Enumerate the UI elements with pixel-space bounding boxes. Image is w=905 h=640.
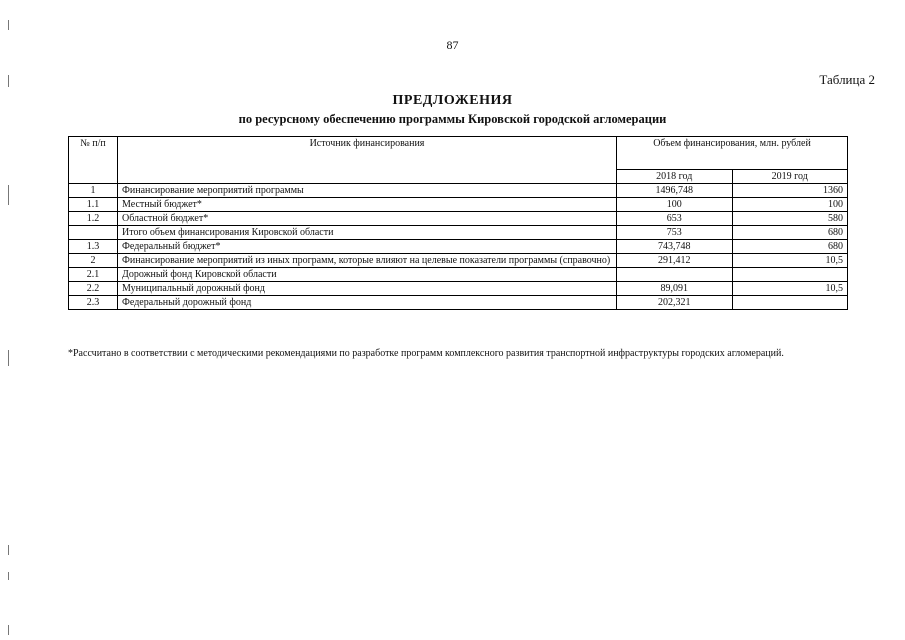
row-value-2018: 653 xyxy=(617,212,733,226)
header-num: № п/п xyxy=(69,137,118,184)
header-year-2019: 2019 год xyxy=(732,170,848,184)
row-source: Итого объем финансирования Кировской области xyxy=(118,226,617,240)
table-row xyxy=(69,296,848,310)
row-num: 2.2 xyxy=(69,282,118,296)
row-num: 1.1 xyxy=(69,198,118,212)
table-row xyxy=(69,198,848,212)
table-row xyxy=(69,282,848,296)
document-title: ПРЕДЛОЖЕНИЯ xyxy=(392,93,513,108)
row-value-2018: 291,412 xyxy=(617,254,733,268)
row-source: Финансирование мероприятий программы xyxy=(118,184,617,198)
row-num: 1.2 xyxy=(69,212,118,226)
row-value-2019 xyxy=(732,296,848,310)
row-num: 2.3 xyxy=(69,296,118,310)
row-value-2018: 202,321 xyxy=(617,296,733,310)
margin-mark xyxy=(8,572,9,580)
row-num: 2.1 xyxy=(69,268,118,282)
header-volume: Объем финансирования, млн. рублей xyxy=(617,137,848,170)
table-row xyxy=(69,240,848,254)
row-value-2019: 1360 xyxy=(732,184,848,198)
row-value-2019: 100 xyxy=(732,198,848,212)
row-num: 1.3 xyxy=(69,240,118,254)
row-source: Финансирование мероприятий из иных программ, которые влияют на целевые показатели программы (справочно) xyxy=(118,254,617,268)
row-value-2019: 10,5 xyxy=(732,282,848,296)
table-row xyxy=(69,184,848,198)
funding-table xyxy=(68,136,848,310)
margin-mark xyxy=(8,545,9,555)
row-value-2019: 680 xyxy=(732,226,848,240)
row-num: 2 xyxy=(69,254,118,268)
row-value-2018: 1496,748 xyxy=(617,184,733,198)
row-value-2019 xyxy=(732,268,848,282)
row-source: Федеральный дорожный фонд xyxy=(118,296,617,310)
table-row xyxy=(69,268,848,282)
margin-mark xyxy=(8,75,9,87)
row-num xyxy=(69,226,118,240)
row-source: Федеральный бюджет* xyxy=(118,240,617,254)
table-label: Таблица 2 xyxy=(819,72,875,87)
margin-mark xyxy=(8,625,9,635)
table-row xyxy=(69,254,848,268)
row-value-2019: 580 xyxy=(732,212,848,226)
table-header-row xyxy=(69,137,848,170)
margin-mark xyxy=(8,350,9,366)
row-value-2019: 680 xyxy=(732,240,848,254)
footnote: *Рассчитано в соответствии с методическими рекомендациями по разработке программ комплексного развития транспортной инфраструктуры городских агломераций. xyxy=(68,348,784,359)
row-value-2018: 743,748 xyxy=(617,240,733,254)
row-value-2018: 100 xyxy=(617,198,733,212)
row-source: Муниципальный дорожный фонд xyxy=(118,282,617,296)
page-number: 87 xyxy=(446,38,459,52)
row-value-2018 xyxy=(617,268,733,282)
table-row xyxy=(69,226,848,240)
row-value-2019: 10,5 xyxy=(732,254,848,268)
row-source: Областной бюджет* xyxy=(118,212,617,226)
header-source: Источник финансирования xyxy=(118,137,617,184)
row-source: Местный бюджет* xyxy=(118,198,617,212)
row-value-2018: 753 xyxy=(617,226,733,240)
row-source: Дорожный фонд Кировской области xyxy=(118,268,617,282)
document-subtitle: по ресурсному обеспечению программы Кировской городской агломерации xyxy=(238,112,667,126)
row-value-2018: 89,091 xyxy=(617,282,733,296)
header-year-2018: 2018 год xyxy=(617,170,733,184)
row-num: 1 xyxy=(69,184,118,198)
table-row xyxy=(69,212,848,226)
margin-mark xyxy=(8,20,9,30)
margin-mark xyxy=(8,185,9,205)
